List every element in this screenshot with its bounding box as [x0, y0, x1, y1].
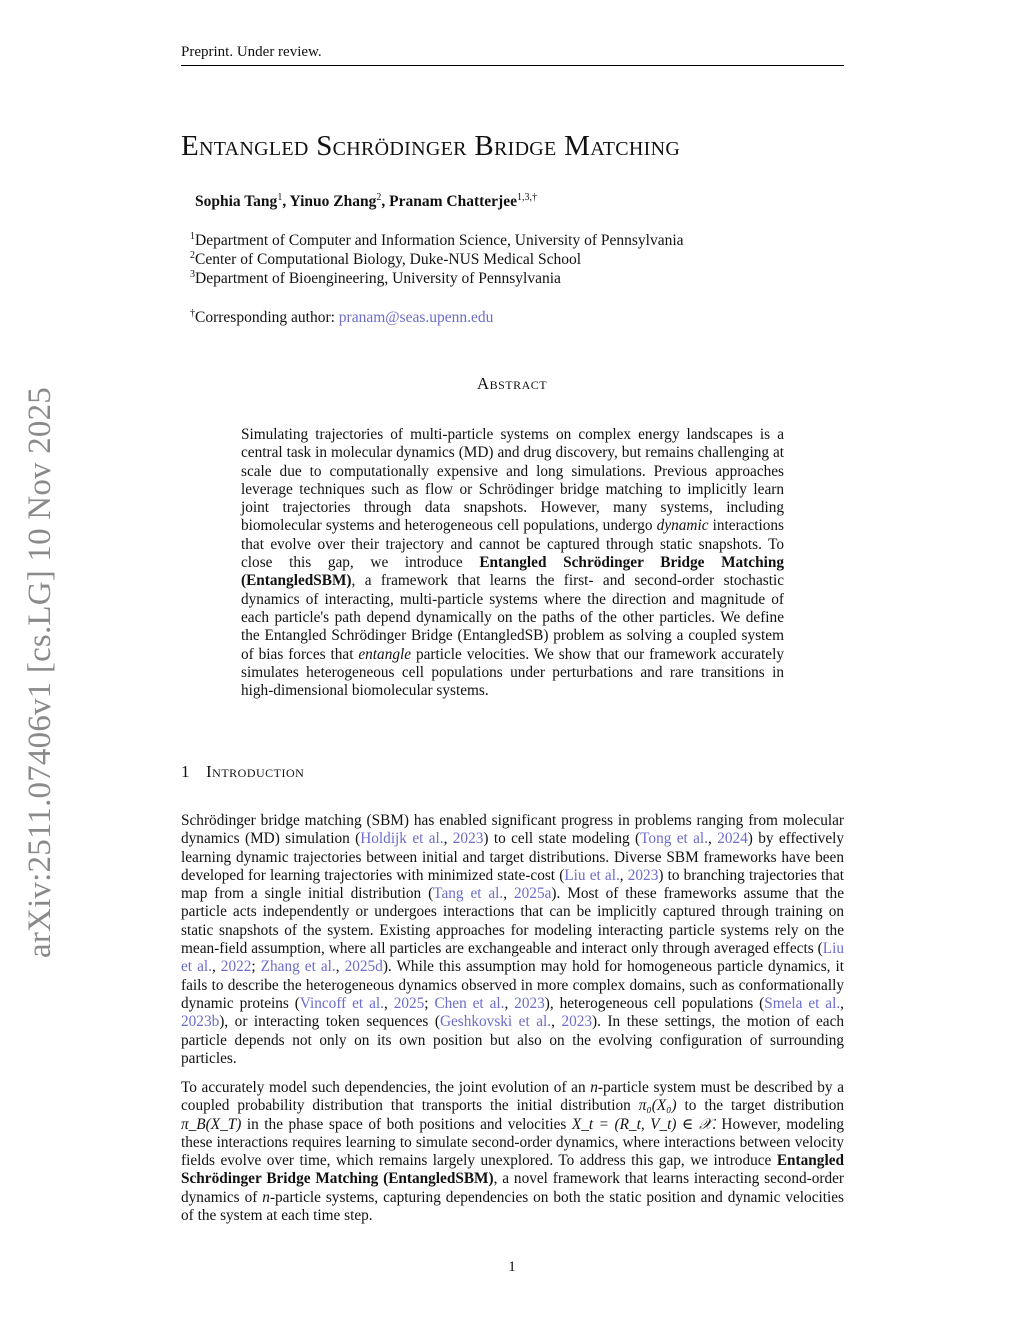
paragraph-text: ,: [211, 958, 221, 976]
paragraph-text: ), or interacting token sequences (: [219, 1013, 440, 1031]
bold-text: Entangled Schrödinger Bridge Matching (EntangledSBM): [181, 1152, 844, 1188]
author-list: Sophia Tang$^1$, Yinuo Zhang$^2$, Pranam Chatterjee$^{1,3,\dagger}$: [195, 192, 537, 211]
section-heading: [181, 762, 304, 782]
citation-link[interactable]: 2023b: [181, 1013, 220, 1031]
citation-link[interactable]: Vincoff et al.: [299, 994, 384, 1012]
paragraph-text: ). Most of these frameworks assume that the particle acts independently or undergoes interactions that can be implicitly captured through training on static snapshots of the system. Existing approaches for modeling interacting particle systems rely on the mean-field assumption, where all particles are exchangeable and interact only through averaged effects (: [181, 885, 844, 958]
author-affiliation-mark: 1: [277, 192, 283, 203]
citation-link[interactable]: Liu et al.: [181, 940, 844, 976]
affiliation: $^1$Department of Computer and Information Science, University of Pennsylvania: [190, 231, 684, 250]
citation-link[interactable]: Tong et al.: [640, 830, 708, 848]
paragraph-text: ,: [443, 830, 453, 848]
citation-link[interactable]: Zhang et al.: [260, 958, 336, 976]
email-link[interactable]: pranam@seas.upenn.edu: [338, 309, 494, 327]
paragraph-text: -particle system must be described by a coupled probability distribution that transports the initial distribution: [181, 1079, 844, 1115]
citation-link[interactable]: Tang et al.: [433, 885, 504, 903]
paragraph-text: ;: [251, 958, 261, 976]
citation-link[interactable]: 2023: [627, 866, 659, 884]
paragraph-text: ,: [504, 994, 515, 1012]
citation-link[interactable]: 2022: [220, 958, 252, 976]
page-number: 1: [508, 1259, 516, 1275]
math-expression: n: [262, 1188, 270, 1206]
math-expression: n: [590, 1079, 598, 1096]
paragraph-text: ), heterogeneous cell populations (: [544, 994, 765, 1012]
citation-link[interactable]: 2023: [561, 1013, 593, 1031]
affiliation: $^2$Center of Computational Biology, Duke-NUS Medical School: [190, 250, 582, 269]
section-title: Introduction: [206, 762, 305, 781]
citation-link[interactable]: 2023: [452, 830, 484, 848]
arxiv-stamp: arXiv:2511.07406v1 [cs.LG] 10 Nov 2025: [22, 387, 58, 958]
intro-paragraph: [181, 1079, 844, 1225]
citation-link[interactable]: Geshkovski et al.: [439, 1013, 552, 1031]
paragraph-text: ,: [383, 994, 394, 1012]
section-number: 1: [181, 762, 190, 781]
math-expression: π₀(X₀): [638, 1097, 677, 1115]
affiliation: $^3$Department of Bioengineering, University of Pennsylvania: [190, 269, 561, 288]
citation-link[interactable]: 2025a: [514, 885, 552, 903]
paragraph-text: ). In these settings, the motion of each particle depends not only on its own position but also on the evolving configuration of surrounding particles.: [181, 1013, 845, 1067]
paragraph-text: ) by effectively learning dynamic trajectories between initial and target distributions. Diverse SBM frameworks have been developed for learning trajectories with minimized state-cost (: [181, 830, 845, 884]
paragraph-text: ) to branching trajectories that map from a single initial distribution (: [181, 866, 844, 903]
citation-link[interactable]: Holdijk et al.: [360, 830, 444, 848]
citation-link[interactable]: 2023: [514, 994, 545, 1012]
paragraph-text: ,: [619, 866, 628, 884]
paragraph-text: To accurately model such dependencies, the joint evolution of an: [181, 1079, 591, 1096]
paragraph-text: ) to cell state modeling (: [483, 830, 641, 848]
author-name: Yinuo Zhang: [289, 193, 377, 211]
paper-title: Entangled Schrödinger Bridge Matching: [181, 130, 681, 162]
paragraph-text: in the phase space of both positions and velocities: [241, 1115, 572, 1133]
paragraph-text: . However, modeling these interactions requires learning to simulate second-order dynamics, where interactions between velocity fields evolve over time, which remains largely unexplored. To address this gap, we introduce: [181, 1115, 844, 1170]
citation-link[interactable]: Smela et al.: [764, 994, 841, 1012]
citation-link[interactable]: 2024: [717, 830, 748, 848]
author-name: Sophia Tang: [195, 193, 278, 211]
paragraph-text: ,: [840, 994, 844, 1012]
paragraph-text: ,: [503, 885, 514, 903]
math-expression: π_B(X_T): [181, 1115, 242, 1133]
paragraph-text: ,: [551, 1013, 562, 1031]
citation-link[interactable]: Chen et al.: [434, 994, 505, 1012]
abstract-heading: Abstract: [476, 374, 548, 393]
math-expression: X_t = (R_t, V_t) ∈ 𝒳: [571, 1115, 713, 1133]
citation-link[interactable]: 2025: [393, 994, 425, 1012]
intro-paragraph: [181, 812, 844, 1068]
citation-link[interactable]: Liu et al.: [564, 866, 620, 884]
paragraph-text: ). While this assumption may hold for homogeneous particle dynamics, it fails to describe the heterogeneous dynamics observed in more complex domains, such as conformationally dynamic proteins (: [181, 958, 845, 1012]
paragraph-text: Schrödinger bridge matching (SBM) has enabled significant progress in problems ranging from molecular dynamics (MD) simulation (: [181, 812, 844, 848]
author-affiliation-mark: 2: [376, 192, 382, 203]
citation-link[interactable]: 2025d: [344, 958, 383, 976]
running-header: Preprint. Under review.: [181, 44, 844, 66]
paragraph-text: , a novel framework that learns interacting second-order dynamics of: [181, 1170, 844, 1206]
paragraph-text: ;: [424, 994, 435, 1012]
paragraph-text: ,: [335, 958, 345, 976]
paragraph-text: to the target distribution: [676, 1097, 844, 1115]
paragraph-text: -particle systems, capturing dependencies on both the static position and dynamic velocities of the system at each time step.: [181, 1188, 844, 1225]
abstract-body: Simulating trajectories of multi-particle systems on complex energy landscapes is a central task in molecular dynamics (MD) and drug discovery, but remains challenging at scale due to computationally expensive and long simulations. Previous approaches leverage techniques such as flow or Schrödinger bridge matching to implicitly learn joint trajectories through data snapshots. However, many systems, including biomolecular systems and heterogeneous cell populations, undergo dynamic interactions that evolve over their trajectory and cannot be captured through static snapshots. To close this gap, we introduce Entangled Schrödinger Bridge Matching (EntangledSBM), a framework that learns the first- and second-order stochastic dynamics of interacting, multi-particle systems where the direction and magnitude of each particle's path depend dynamically on the paths of the other particles. We define the Entangled Schrödinger Bridge (EntangledSB) problem as solving a coupled system of bias forces that entangle particle velocities. We show that our framework accurately simulates heterogeneous cell populations under perturbations and rare transitions in high-dimensional biomolecular systems.: [241, 426, 784, 700]
author-affiliation-mark: 1,3,†: [516, 192, 537, 203]
paragraph-text: ,: [708, 830, 718, 848]
corresponding-author: †Corresponding author: pranam@seas.upenn.edu: [190, 308, 494, 327]
author-name: Pranam Chatterjee: [389, 193, 517, 211]
